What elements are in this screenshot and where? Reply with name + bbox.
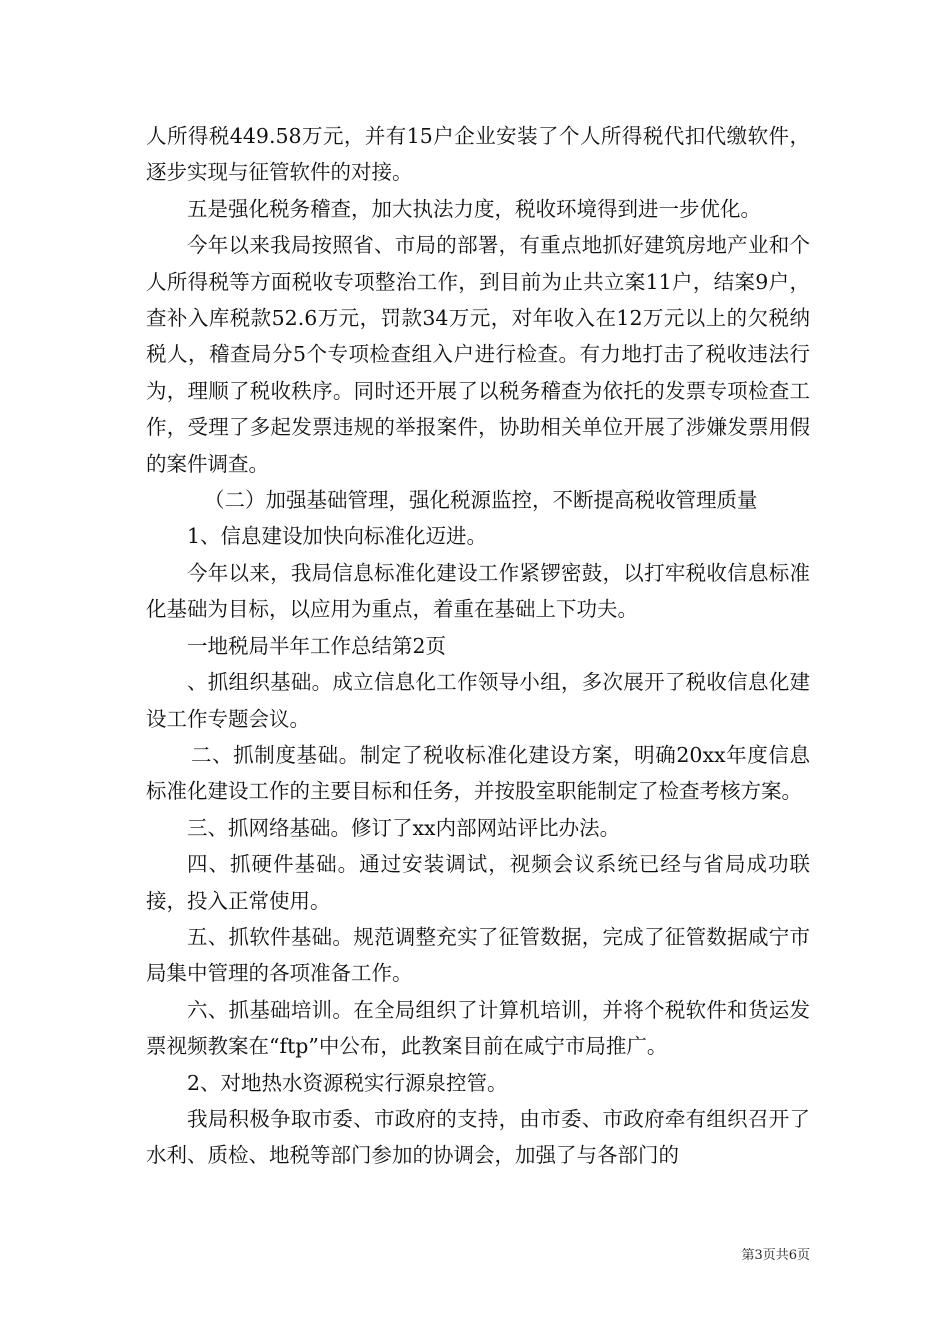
paragraph-1: 人所得税449.58万元，并有15户企业安装了个人所得税代扣代缴软件，逐步实现与征管软件的对接。	[146, 124, 810, 185]
paragraph-12: 五、抓软件基础。规范调整充实了征管数据，完成了征管数据咸宁市局集中管理的各项准备工作。	[146, 924, 810, 986]
paragraph-13: 六、抓基础培训。在全局组织了计算机培训，并将个税软件和货运发票视频教案在“ftp”中公布，此教案目前在咸宁市局推广。	[146, 997, 810, 1059]
paragraph-10: 三、抓网络基础。修订了xx内部网站评比办法。	[187, 815, 621, 840]
subheading-2: 2、对地热水资源税实行源泉控管。	[187, 1070, 508, 1095]
paragraph-2: 五是强化税务稽查，加大执法力度，税收环境得到进一步优化。	[187, 196, 761, 221]
paragraph-8: 、抓组织基础。成立信息化工作领导小组，多次展开了税收信息化建设工作专题会议。	[146, 670, 810, 731]
page-reference-line: 一地税局半年工作总结第2页	[187, 633, 447, 658]
document-body	[146, 118, 810, 1174]
page-footer: 第3页共6页	[741, 1248, 810, 1263]
paragraph-6: 今年以来，我局信息标准化建设工作紧锣密鼓，以打牢税收信息标准化基础为目标，以应用为重点，着重在基础上下功夫。	[146, 560, 810, 622]
paragraph-15: 我局积极争取市委、市政府的支持，由市委、市政府牵有组织召开了水利、质检、地税等部门参加的协调会，加强了与各部门的	[146, 1106, 810, 1168]
paragraph-3: 今年以来我局按照省、市局的部署，有重点地抓好建筑房地产业和个人所得税等方面税收专项整治工作，到目前为止共立案11户，结案9户，查补入库税款52.6万元，罚款34万元，对年收入在12万元以上的欠税纳税人，稽查局分5个专项检查组入户进行检查。有力地打击了税收违法行为，理顺了税收秩序。同时还开展了以税务稽查为依托的发票专项检查工作，受理了多起发票违规的举报案件，协助相关单位开展了涉嫌发票用假的案件调查。	[146, 233, 810, 476]
paragraph-11: 四、抓硬件基础。通过安装调试，视频会议系统已经与省局成功联接，投入正常使用。	[146, 852, 810, 913]
subheading-1: 1、信息建设加快向标准化迈进。	[187, 524, 488, 549]
paragraph-9: 二、抓制度基础。制定了税收标准化建设方案，明确20xx年度信息标准化建设工作的主要目标和任务，并按股室职能制定了检查考核方案。	[146, 742, 810, 804]
section-heading-2: （二）加强基础管理，强化税源监控，不断提高税收管理质量	[204, 488, 758, 513]
